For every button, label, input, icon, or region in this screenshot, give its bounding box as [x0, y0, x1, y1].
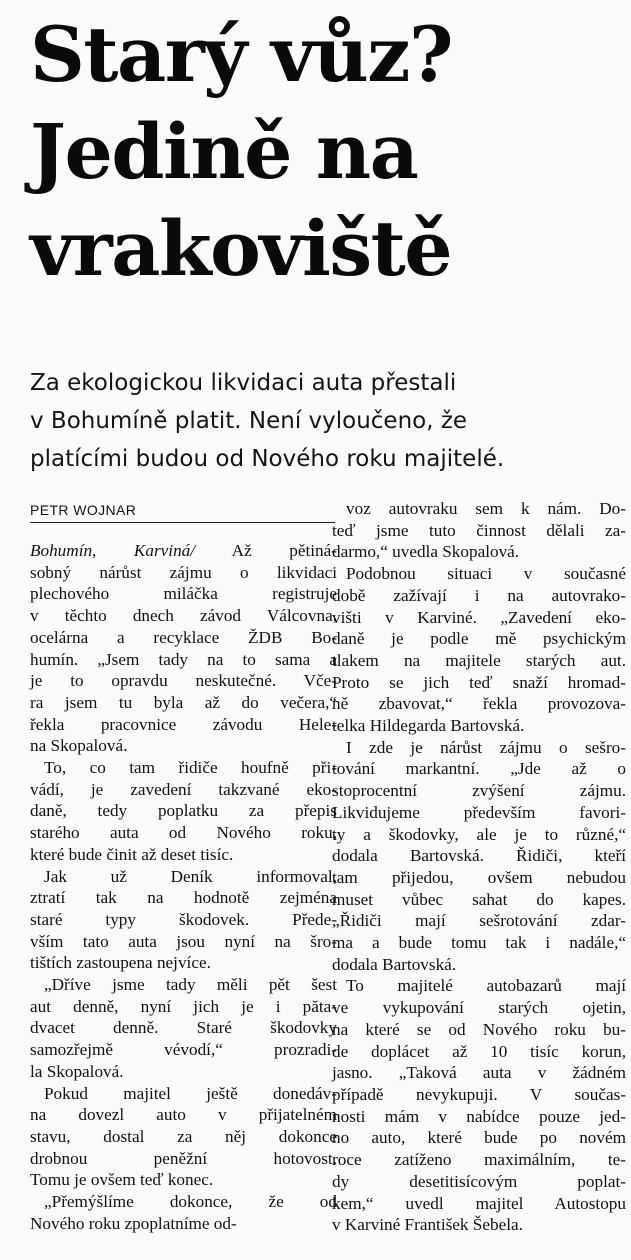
article-line-text: To, co tam řidiče houfně při-: [44, 758, 337, 778]
article-line: [30, 931, 337, 953]
headline: [30, 6, 630, 297]
article-line-text: plechového miláčka registruje: [30, 584, 337, 604]
article-line: [30, 605, 337, 627]
article-line: [332, 672, 626, 694]
article-line-text: „Přemýšlíme dokonce, že od: [44, 1192, 337, 1212]
article-line-text: dodala Bartovská. Řidiči, kteří: [332, 846, 626, 866]
article-line-text: Až pětiná-: [231, 541, 337, 560]
article-line: [332, 758, 626, 780]
article-line: [332, 585, 626, 607]
article-line-text: Nového roku zpoplatníme od-: [30, 1213, 237, 1233]
article-line: [332, 824, 626, 846]
article-line-text: Pokud majitel ještě donedáv-: [44, 1083, 337, 1103]
article-line-text: případě nevykupuji. V součas-: [332, 1084, 626, 1104]
article-line: [30, 1169, 337, 1191]
article-line: [30, 996, 337, 1018]
article-line: [30, 692, 337, 714]
article-line: [30, 1104, 337, 1126]
article-line: [332, 498, 626, 520]
article-line-text: řekla pracovnice závodu Hele-: [30, 714, 337, 734]
article-line-text: tování markantní. „Jde až o: [332, 759, 626, 779]
article-line-text: ocelárna a recyklace ŽDB Bo-: [30, 627, 337, 647]
article-line: [30, 887, 337, 909]
article-line-text: stoprocentní zvýšení zájmu.: [332, 781, 626, 801]
article-line: [332, 975, 626, 997]
article-line: [30, 562, 337, 584]
article-line: [332, 715, 626, 737]
article-line: [332, 563, 626, 585]
article-line: [332, 845, 626, 867]
article-line-text: teď jsme tuto činnost dělali za-: [332, 520, 626, 540]
article-line-text: daně, tedy poplatku za přepis: [30, 801, 337, 821]
article-line: [332, 889, 626, 911]
article-line-text: které bude činit až deset tisíc.: [30, 844, 234, 864]
article-line: [30, 800, 337, 822]
article-line: [332, 1019, 626, 1041]
article-line-text: vádí, je zavedení takzvané eko-: [30, 779, 337, 799]
article-line-text: ma a bude tomu tak i nadále,“: [332, 933, 626, 953]
article-line-text: humín. „Jsem tady na to sama a: [30, 649, 337, 669]
article-line: [332, 737, 626, 759]
article-line-text: na Skopalová.: [30, 736, 128, 756]
article-line-text: la Skopalová.: [30, 1061, 124, 1081]
article-line-text: Likvidujeme především favori-: [332, 802, 626, 822]
article-line-text: ztratí tak na hodnotě zejména: [30, 888, 337, 908]
lead-line-1: Za ekologickou likvidaci auta přestali: [30, 370, 457, 396]
article-line: [30, 1039, 337, 1061]
article-line: [332, 867, 626, 889]
article-line: [30, 909, 337, 931]
article-line: [30, 779, 337, 801]
article-line-text: Tomu je ovšem teď konec.: [30, 1170, 214, 1190]
article-line: [332, 1149, 626, 1171]
headline-line-1: Starý vůz?: [30, 10, 452, 99]
article-line-text: To majitelé autobazarů mají: [346, 976, 626, 996]
article-line: [30, 1213, 337, 1235]
article-line-text: ty a škodovky, ale je to různé,“: [332, 824, 626, 844]
article-line-text: dy desetitisícovým poplat-: [332, 1171, 626, 1191]
article-line-text: stavu, dostal za něj dokonce: [30, 1126, 337, 1146]
article-line: [30, 1061, 337, 1083]
article-line: [30, 1148, 337, 1170]
article-line-text: Proto se jich teď snaží hromad-: [332, 672, 626, 692]
article-column-1: [30, 540, 337, 1235]
article-line-text: daně je podle mě psychickým: [332, 629, 626, 649]
article-line: [30, 649, 337, 671]
article-line-text: de doplácet až 10 tisíc korun,: [332, 1041, 626, 1061]
article-line-text: v Karviné František Šebela.: [332, 1215, 523, 1235]
article-line-text: kem,“ uvedl majitel Autostopu: [332, 1193, 626, 1213]
article-line-text: na které se od Nového roku bu-: [332, 1019, 626, 1039]
article-line-text: telka Hildegarda Bartovská.: [332, 716, 525, 736]
article-line-text: dodala Bartovská.: [332, 954, 457, 974]
article-line: [30, 735, 337, 757]
byline-divider: [30, 522, 335, 523]
byline: PETR WOJNAR: [30, 502, 137, 518]
article-line: [30, 1017, 337, 1039]
article-line: [332, 1193, 626, 1215]
article-line: [332, 693, 626, 715]
article-line-text: „Řidiči mají sešrotování zdar-: [332, 911, 626, 931]
article-line-text: no auto, které bude po novém: [332, 1128, 626, 1148]
article-line-text: ra jsem tu byla až do večera,“: [30, 692, 337, 712]
article-line: [30, 540, 337, 562]
article-line: [30, 822, 337, 844]
article-line-text: višti v Karviné. „Zavedení eko-: [332, 607, 626, 627]
article-line-text: staré typy škodovek. Přede-: [30, 909, 337, 929]
lead-line-3: platícími budou od Nového roku majitelé.: [30, 446, 505, 472]
article-line: [332, 802, 626, 824]
article-line-text: aut denně, nyní jich je i păta-: [30, 996, 337, 1016]
article-line: [30, 627, 337, 649]
article-line-text: jasno. „Taková auta v žádném: [332, 1063, 626, 1083]
lead-paragraph: [30, 364, 625, 478]
article-line: [30, 952, 337, 974]
lead-line-2: v Bohumíně platit. Není vyloučeno, že: [30, 408, 468, 434]
article-line: [332, 1062, 626, 1084]
article-line-text: I zde je nárůst zájmu o sešro-: [346, 737, 626, 757]
article-line: [30, 1126, 337, 1148]
article-line-text: drobnou peněžní hotovost.: [30, 1148, 337, 1168]
article-line-text: starého auta od Nového roku,: [30, 823, 337, 843]
article-line-text: tlakem na majitele starých aut.: [332, 650, 626, 670]
article-line: [332, 650, 626, 672]
article-line-text: Jak už Deník informoval,: [44, 866, 337, 886]
article-line-text: tištích zastoupena nejvíce.: [30, 953, 211, 973]
article-line: [30, 844, 337, 866]
article-line-text: v těchto dnech závod Válcovna,: [30, 606, 337, 626]
article-line: [332, 780, 626, 802]
article-line: [30, 757, 337, 779]
article-line-text: nosti mám v nabídce pouze jed-: [332, 1106, 626, 1126]
article-line-text: ve vykupování starých ojetin,: [332, 998, 626, 1018]
article-line: [332, 997, 626, 1019]
article-line: [332, 932, 626, 954]
article-line-text: je to opravdu neskutečné. Vče-: [30, 671, 337, 691]
article-line: [332, 541, 626, 563]
article-line: [332, 954, 626, 976]
article-line-text: roce zatíženo maximálním, te-: [332, 1150, 626, 1170]
headline-line-3: vrakoviště: [30, 204, 452, 293]
article-line-text: darmo,“ uvedla Skopalová.: [332, 542, 520, 562]
article-line-text: na dovezl auto v přijatelném: [30, 1105, 337, 1125]
article-line-text: „Dříve jsme tady měli pět šest: [44, 975, 337, 995]
article-line-text: vším tato auta jsou nyní na šro-: [30, 931, 337, 951]
article-line: [332, 910, 626, 932]
article-line-text: samozřejmě vévodí,“ prozradi-: [30, 1040, 337, 1060]
article-line: [332, 1084, 626, 1106]
article-line: [332, 1214, 626, 1236]
article-line: [30, 670, 337, 692]
article-line: [30, 974, 337, 996]
article-line: [30, 1191, 337, 1213]
article-column-2: [332, 498, 626, 1236]
article-line-text: sobný nárůst zájmu o likvidaci: [30, 562, 337, 582]
article-line-text: době zažívají i na autovrako-: [332, 585, 626, 605]
article-line-text: ně zbavovat,“ řekla provozova-: [332, 694, 626, 714]
dateline: Bohumín, Karviná/: [30, 541, 196, 560]
headline-line-2: Jedině na: [30, 107, 418, 196]
article-line: [332, 607, 626, 629]
article-line-text: dvacet denně. Staré škodovky: [30, 1018, 337, 1038]
article-line: [332, 1171, 626, 1193]
article-line-text: Podobnou situaci v současné: [346, 564, 626, 584]
article-line: [30, 714, 337, 736]
article-line-text: voz autovraku sem k nám. Do-: [346, 499, 626, 518]
article-line: [332, 1127, 626, 1149]
article-line: [332, 520, 626, 542]
article-line: [30, 866, 337, 888]
article-line-text: muset vůbec sahat do kapes.: [332, 889, 626, 909]
article-line: [30, 1083, 337, 1105]
article-line: [332, 628, 626, 650]
article-line: [332, 1041, 626, 1063]
article-line: [30, 583, 337, 605]
article-line: [332, 1106, 626, 1128]
article-line-text: tam přijedou, ovšem nebudou: [332, 867, 626, 887]
